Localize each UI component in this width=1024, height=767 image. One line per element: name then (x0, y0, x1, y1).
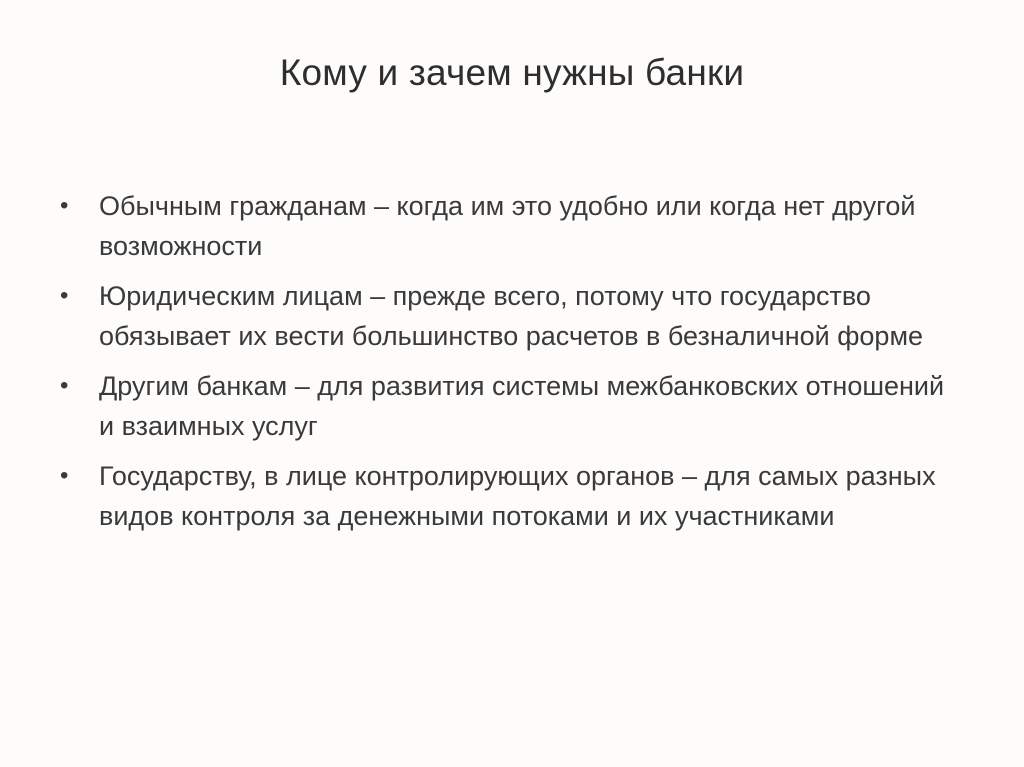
list-item (60, 366, 960, 446)
bullet-text: Государству, в лице контролирующих органов – для самых разных видов контроля за денежными потоками и их участниками (99, 461, 936, 531)
bullet-icon: • (60, 372, 69, 399)
bullet-text: Обычным гражданам – когда им это удобно или когда нет другой возможности (99, 191, 916, 261)
slide-title: Кому и зачем нужны банки (279, 52, 745, 93)
list-item (60, 186, 960, 266)
list-item (60, 276, 960, 356)
bullet-text: Юридическим лицам – прежде всего, потому что государство обязывает их вести большинство расчетов в безналичной форме (99, 281, 924, 351)
bullet-list (60, 186, 960, 546)
list-item (60, 456, 960, 536)
bullet-text: Другим банкам – для развития системы межбанковских отношений и взаимных услуг (99, 371, 945, 441)
bullet-icon: • (60, 282, 69, 309)
bullet-icon: • (60, 192, 69, 219)
bullet-icon: • (60, 462, 69, 489)
